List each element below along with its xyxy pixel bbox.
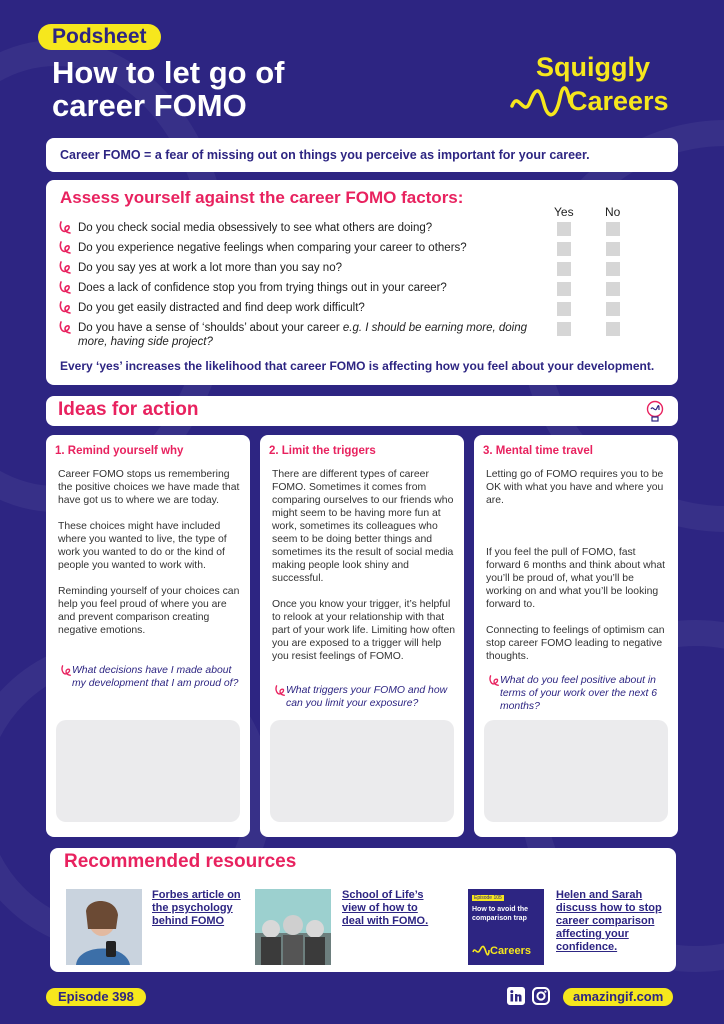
ideas-title: Ideas for action	[58, 399, 199, 420]
idea-heading: 2. Limit the triggers	[269, 445, 376, 457]
episode-badge: Episode 398	[46, 988, 146, 1006]
squiggle-icon	[510, 84, 572, 120]
idea-paragraph: Career FOMO stops us remembering the positive choices we have made that have got us to where we are today.	[58, 469, 240, 506]
ideas-header	[46, 396, 678, 426]
idea-card	[474, 435, 678, 837]
yes-column-header: Yes	[554, 205, 574, 219]
notes-area[interactable]	[270, 720, 454, 822]
question-example: I should be earning more, doing more, having side project?	[78, 322, 528, 348]
reflection-prompt	[60, 664, 242, 690]
question-text-main: Do you have a sense of ‘shoulds’ about your career	[78, 322, 340, 334]
yes-checkbox[interactable]	[557, 322, 571, 336]
question-text: Do you check social media obsessively to see what others are doing?	[78, 222, 433, 234]
question-text: Does a lack of confidence stop you from trying things out in your career?	[78, 282, 447, 294]
squiggle-bullet-icon	[488, 674, 500, 688]
prompt-text: What triggers your FOMO and how can you limit your exposure?	[286, 685, 448, 709]
idea-heading: 1. Remind yourself why	[55, 445, 184, 457]
idea-body	[58, 468, 242, 650]
squiggle-bullet-icon	[58, 241, 72, 255]
linkedin-icon[interactable]	[507, 987, 525, 1005]
idea-paragraph: Letting go of FOMO requires you to be OK with what you have and where you are.	[486, 469, 664, 506]
no-checkbox[interactable]	[606, 322, 620, 336]
person-on-phone-image	[66, 889, 142, 965]
squiggle-bullet-icon	[58, 301, 72, 315]
idea-paragraph	[486, 520, 670, 533]
question-row	[58, 261, 528, 275]
yes-checkbox[interactable]	[557, 302, 571, 316]
squiggly-careers-logo	[510, 52, 680, 122]
no-checkbox[interactable]	[606, 282, 620, 296]
episode-thumb-logo: Careers	[490, 945, 531, 957]
no-checkbox[interactable]	[606, 302, 620, 316]
assess-footer-note: Every ‘yes’ increases the likelihood that career FOMO is affecting how you feel about your development.	[60, 359, 655, 373]
resource-link-episode[interactable]: Helen and Sarah discuss how to stop career comparison affecting your confidence.	[556, 889, 662, 953]
prompt-text: What do you feel positive about in terms of your work over the next 6 months?	[500, 675, 658, 712]
logo-line-1: Squiggly	[536, 52, 650, 82]
vintage-photo-image	[255, 889, 331, 965]
idea-paragraph: Once you know your trigger, it’s helpful to relook at your relationship with that part of your work life. Limiting how often you are exposed to a trigger will help you resist feelings of FOMO.	[272, 599, 456, 662]
idea-body	[272, 468, 456, 676]
definition-box: Career FOMO = a fear of missing out on things you perceive as important for your career.	[46, 138, 678, 172]
reflection-prompt	[488, 674, 670, 713]
squiggle-bullet-icon	[58, 281, 72, 295]
title-line-1: How to let go of	[52, 55, 285, 90]
no-checkbox[interactable]	[606, 262, 620, 276]
instagram-icon[interactable]	[532, 987, 550, 1005]
squiggle-bullet-icon	[58, 261, 72, 275]
yes-checkbox[interactable]	[557, 222, 571, 236]
question-example-prefix: e.g.	[342, 322, 363, 334]
question-row	[58, 221, 528, 235]
squiggle-bullet-icon	[58, 321, 72, 335]
podsheet-badge: Podsheet	[38, 24, 161, 50]
idea-card	[260, 435, 464, 837]
resources-section	[50, 848, 676, 972]
no-checkbox[interactable]	[606, 242, 620, 256]
resource-link-school-of-life[interactable]: School of Life’s view of how to deal with FOMO.	[342, 889, 429, 927]
squiggle-icon	[472, 945, 490, 957]
question-row	[58, 281, 528, 295]
question-text: Do you get easily distracted and find deep work difficult?	[78, 302, 365, 314]
prompt-text: What decisions have I made about my development that I am proud of?	[72, 665, 239, 689]
squiggle-bullet-icon	[60, 664, 72, 678]
squiggle-bullet-icon	[274, 684, 286, 698]
yes-checkbox[interactable]	[557, 242, 571, 256]
idea-paragraph: Connecting to feelings of optimism can stop career FOMO leading to negative thoughts.	[486, 625, 665, 662]
title-line-2: career FOMO	[52, 88, 247, 123]
lightbulb-icon	[644, 399, 666, 423]
notes-area[interactable]	[484, 720, 668, 822]
forbes-article-thumbnail[interactable]	[66, 889, 142, 965]
assess-title: Assess yourself against the career FOMO factors:	[60, 188, 464, 207]
episode-thumbnail[interactable]	[468, 889, 544, 965]
resource-link-forbes[interactable]: Forbes article on the psychology behind FOMO	[152, 889, 241, 927]
question-text: Do you say yes at work a lot more than you say no?	[78, 262, 342, 274]
idea-paragraph: If you feel the pull of FOMO, fast forward 6 months and think about what you’ll be proud of, what you’ll be working on and what you’ll be looking forward to.	[486, 547, 666, 610]
no-column-header: No	[605, 205, 621, 219]
question-text: Do you experience negative feelings when comparing your career to others?	[78, 242, 467, 254]
question-row	[58, 241, 528, 255]
idea-paragraph: Reminding yourself of your choices can help you feel proud of where you are and prevent comparison creating negative emotions.	[58, 586, 240, 636]
idea-paragraph: These choices might have included where you wanted to live, the type of work you wanted to do or the kind of people you wanted to work with.	[58, 521, 227, 571]
website-badge[interactable]: amazingif.com	[563, 988, 673, 1006]
reflection-prompt	[274, 684, 456, 710]
question-row	[58, 321, 528, 349]
idea-heading: 3. Mental time travel	[483, 445, 593, 457]
page-title	[52, 56, 412, 122]
notes-area[interactable]	[56, 720, 240, 822]
no-checkbox[interactable]	[606, 222, 620, 236]
question-text	[78, 321, 528, 349]
episode-tag: Episode 105	[474, 895, 502, 901]
logo-line-2: Careers	[568, 86, 669, 116]
idea-paragraph: There are different types of career FOMO. Sometimes it comes from comparing ourselves to our friends who might seem to be having more fun at work, sometimes its colleagues who seem to be doing better things and sometimes its the result of social media making people look shiny and successful.	[272, 469, 454, 584]
yes-checkbox[interactable]	[557, 262, 571, 276]
resources-title: Recommended resources	[64, 851, 297, 872]
question-row	[58, 301, 528, 315]
episode-thumb-title: How to avoid the comparison trap	[472, 906, 528, 922]
school-of-life-thumbnail[interactable]	[255, 889, 331, 965]
idea-card	[46, 435, 250, 837]
idea-body	[486, 468, 670, 676]
squiggle-bullet-icon	[58, 221, 72, 235]
yes-checkbox[interactable]	[557, 282, 571, 296]
